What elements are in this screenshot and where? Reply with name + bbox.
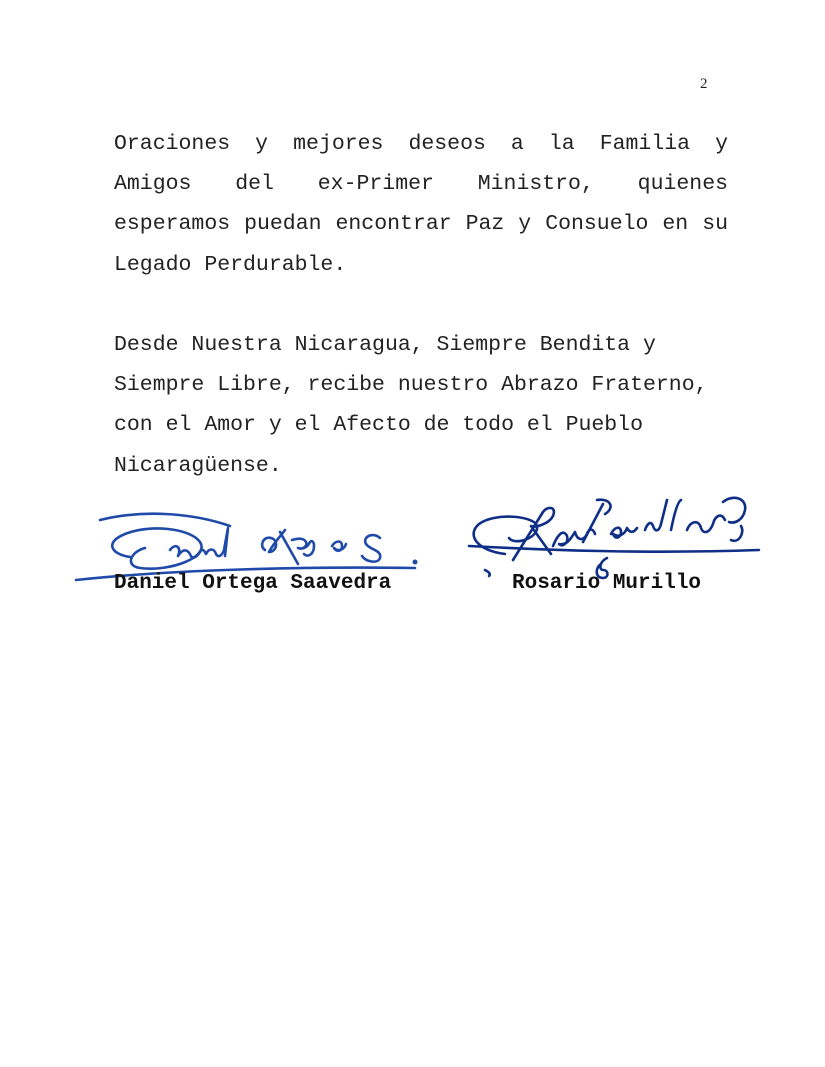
signature-image-daniel-ortega — [70, 502, 430, 582]
body-paragraph: Desde Nuestra Nicaragua, Siempre Bendita y Siempre Libre, recibe nuestro Abrazo Fraterno, con el Amor y el Afecto de todo el Pueblo Nicaragüense. — [114, 333, 708, 478]
signature-block — [0, 480, 825, 610]
page-number: 2 — [700, 76, 708, 92]
signature-image-rosario-murillo — [465, 480, 765, 580]
signatory-name: Rosario Murillo — [512, 572, 702, 595]
signatory-name: Daniel Ortega Saavedra — [114, 572, 392, 595]
body-paragraph: Oraciones y mejores deseos a la Familia y Amigos del ex-Primer Ministro, quienes esperamos puedan encontrar Paz y Consuelo en su Legado Perdurable. — [114, 132, 728, 277]
